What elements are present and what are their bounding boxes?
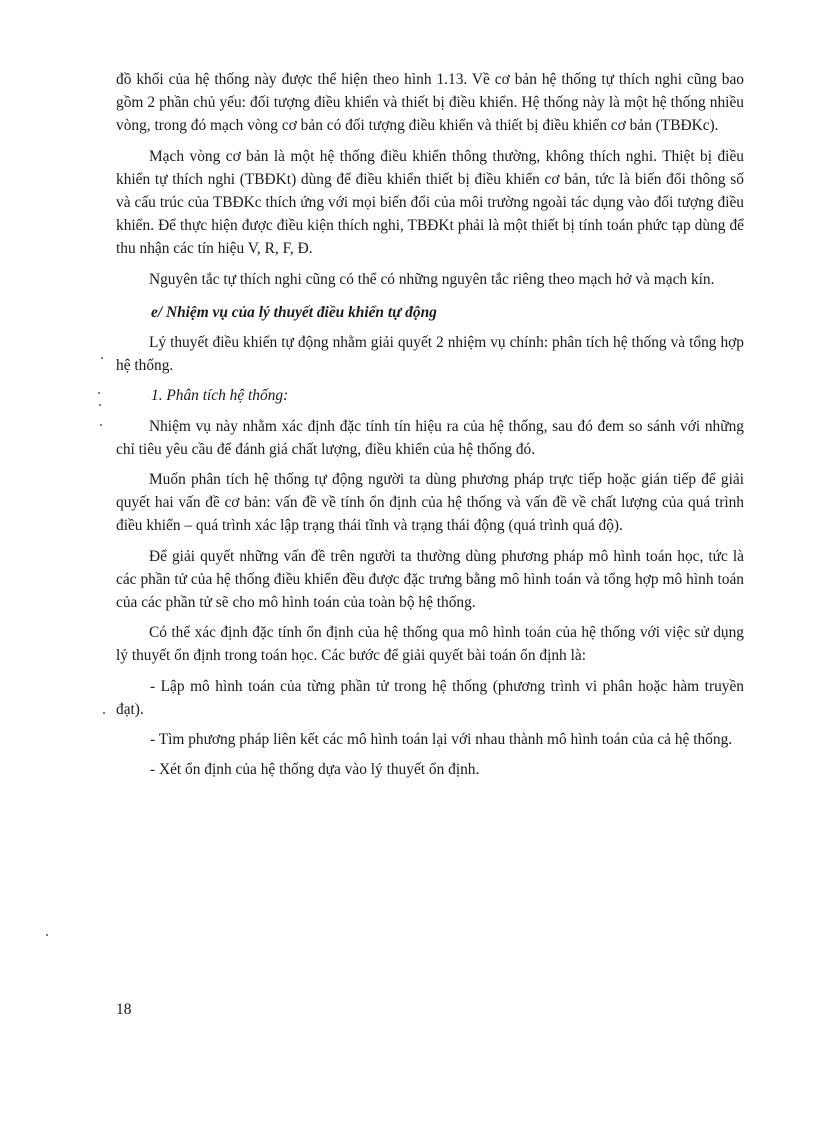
scan-speck: [46, 934, 48, 936]
paragraph: Nhiệm vụ này nhằm xác định đặc tính tín hiệu ra của hệ thống, sau đó đem so sánh với những chỉ tiêu yêu cầu để đánh giá chất lượng, điều khiển của hệ thống đó.: [116, 417, 744, 458]
paragraph: Nguyên tắc tự thích nghi cũng có thể có những nguyên tắc riêng theo mạch hở và mạch kín.: [149, 270, 715, 288]
list-item: - Tìm phương pháp liên kết các mô hình toán lại với nhau thành mô hình toán của cả hệ thống.: [150, 731, 733, 749]
paragraph: Lý thuyết điều khiển tự động nhằm giải quyết 2 nhiệm vụ chính: phân tích hệ thống và tổng hợp hệ thống.: [116, 334, 744, 375]
scan-speck: [101, 357, 103, 359]
scan-speck: [98, 392, 100, 394]
scan-speck: [99, 404, 101, 406]
paragraph: Có thể xác định đặc tính ổn định của hệ thống qua mô hình toán của hệ thống với việc sử dụng lý thuyết ổn định trong toán học. Các bước để giải quyết bài toán ổn định là:: [116, 624, 744, 665]
paragraph: Muốn phân tích hệ thống tự động người ta dùng phương pháp trực tiếp hoặc gián tiếp để giải quyết hai vấn đề cơ bản: vấn đề về tính ổn định của hệ thống và vấn đề về chất lượng của quá trình điều khiển – quá trình xác lập trạng thái tĩnh và trạng thái động (quá trình quá độ).: [116, 471, 744, 535]
section-heading: e/ Nhiệm vụ của lý thuyết điều khiển tự động: [151, 303, 437, 321]
body-text: [116, 68, 744, 788]
scan-speck: [100, 424, 102, 426]
paragraph: Mạch vòng cơ bản là một hệ thống điều khiển thông thường, không thích nghi. Thiệt bị điều khiển tự thích nghi (TBĐKt) dùng để điều khiển thiết bị điều khiển cơ bản, tức là biến đổi thông số và cấu trúc của TBĐKc thích ứng với mọi biến đổi của môi trường ngoài tác dụng vào đối tượng điều khiển. Để thực hiện được điều kiện thích nghi, TBĐKt phải là một thiết bị tính toán phức tạp dùng để thu nhận các tín hiệu V, R, F, Đ.: [116, 147, 744, 258]
paragraph: đồ khối của hệ thống này được thể hiện theo hình 1.13. Về cơ bản hệ thống tự thích nghi cũng bao gồm 2 phần chủ yếu: đối tượng điều khiển và thiết bị điều khiển. Hệ thống này là một hệ thống nhiều vòng, trong đó mạch vòng cơ bản có đối tượng điều khiển và thiết bị điều khiển cơ bản (TBĐKc).: [116, 71, 744, 135]
list-item: - Xét ổn định của hệ thống dựa vào lý thuyết ổn định.: [150, 761, 480, 779]
subsection-heading: 1. Phân tích hệ thống:: [151, 387, 289, 405]
scan-speck: [103, 712, 105, 714]
paragraph: Để giải quyết những vấn đề trên người ta thường dùng phương pháp mô hình toán học, tức là các phần tử của hệ thống điều khiển đều được đặc trưng bằng mô hình toán và tổng hợp mô hình toán của các phần tử sẽ cho mô hình toán của toàn bộ hệ thống.: [116, 547, 744, 612]
page-number: 18: [116, 1001, 132, 1018]
list-item: - Lập mô hình toán của từng phần tử trong hệ thống (phương trình vi phân hoặc hàm truyền đạt).: [116, 677, 744, 718]
